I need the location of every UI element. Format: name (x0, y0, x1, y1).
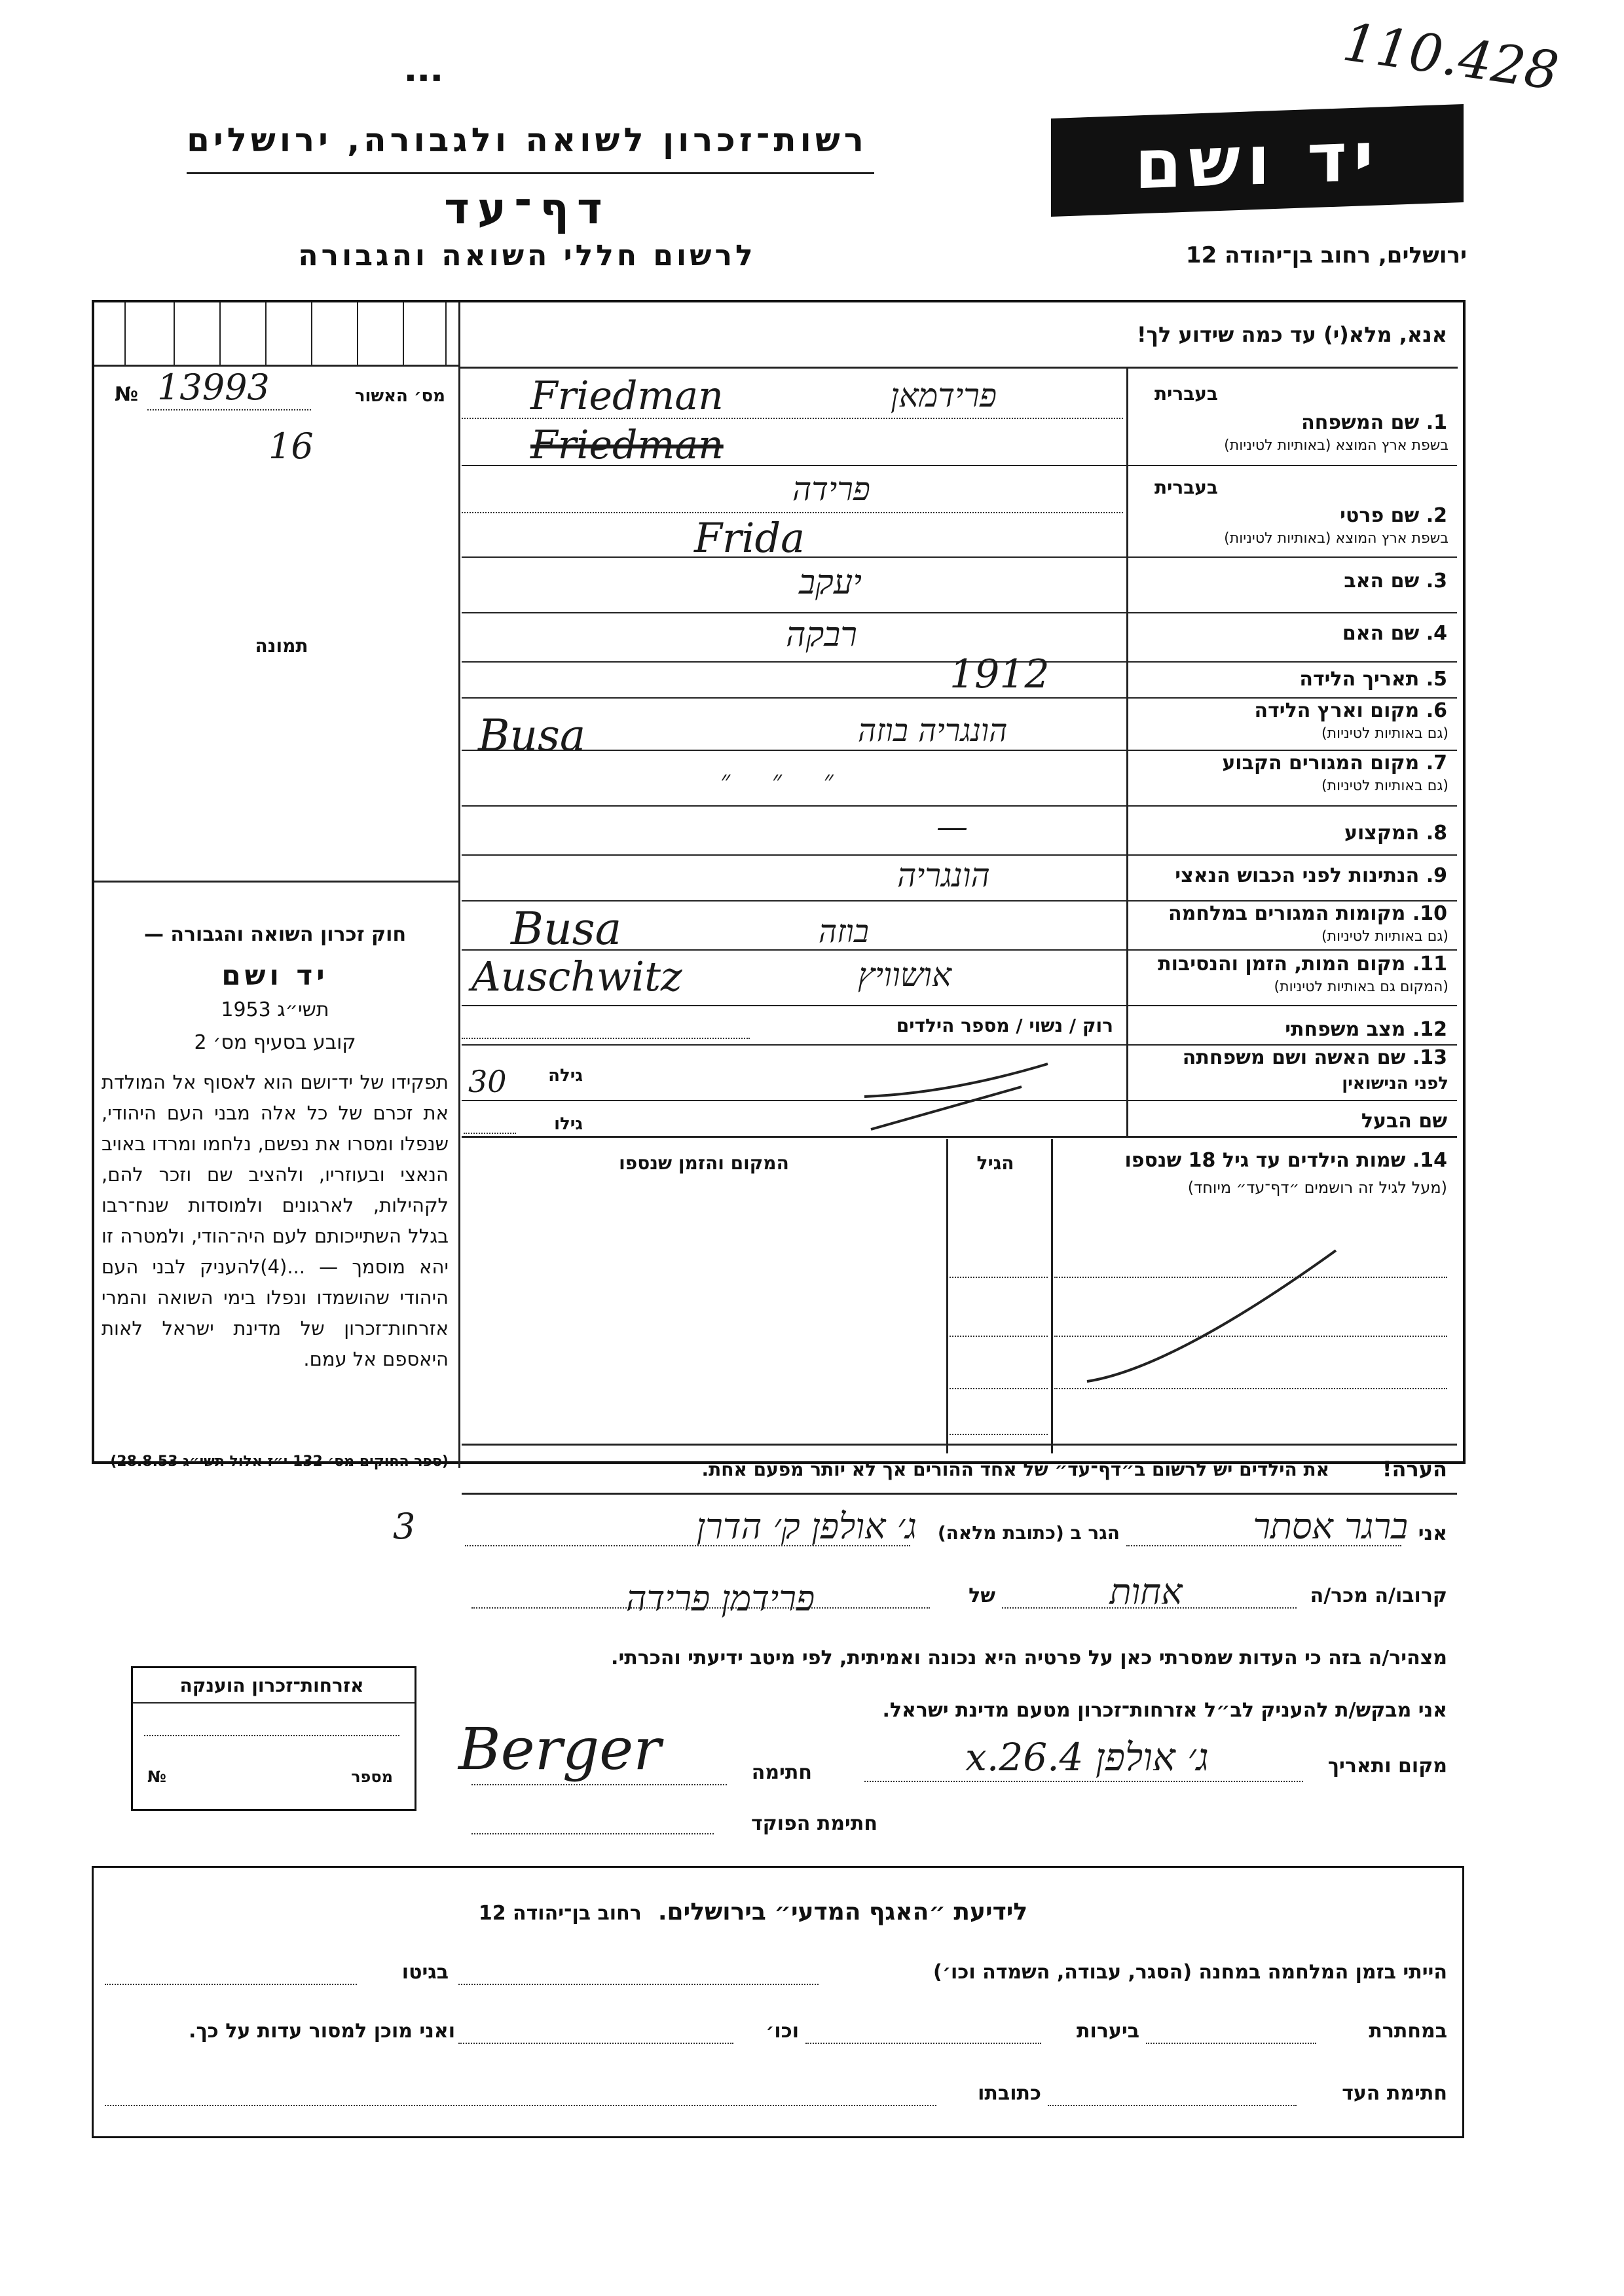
info-line1-dotted-2 (105, 1984, 357, 1985)
label-column-divider (1126, 367, 1128, 1136)
children-row-line-2 (950, 1336, 1048, 1337)
husband-label: שם הבעל (1361, 1110, 1447, 1133)
declarant-label: אני (1418, 1522, 1447, 1545)
signature-label: חתימה (751, 1761, 812, 1784)
field-8-value: — (936, 809, 968, 845)
field-12-options: רוק / נשוי / מספר הילדים (896, 1015, 1113, 1036)
children-label: 14. שמות הילדים עד גיל 18 שנספו (1124, 1149, 1447, 1172)
relation-label: קרובו/ה מכר/ה (1310, 1584, 1447, 1607)
field-3-label: 3. שם האב (1344, 570, 1447, 592)
law-year: תשי״ג 1953 (221, 998, 329, 1021)
in-hebrew-label-1: בעברית (1154, 383, 1218, 405)
address-value: ג׳ אולפן ק׳ הדרן (696, 1506, 917, 1547)
law-citation: (ספר החוקים מס׳ 132 י״ז אלול תשי״ג 28.8.53) (110, 1453, 449, 1470)
row-2-bottom (462, 556, 1457, 558)
field-7-label: 7. מקום המגורים הקבוע (1222, 752, 1447, 774)
row-7-bottom (462, 805, 1457, 807)
field-5-value: 1912 (950, 651, 1050, 697)
row-11-bottom (462, 1005, 1457, 1006)
yad-vashem-logo (1051, 104, 1464, 217)
row-12-bottom (462, 1044, 1457, 1046)
declare-text: מצהיר/ה בזה כי העדות שמסרתי כאן על פרטיה היא נכונה ואמיתית, לפי מיטב ידיעתי והכרתי. (611, 1647, 1447, 1669)
field-6-latin-value: Busa (478, 710, 586, 761)
certificate-no-sign: № (147, 1768, 166, 1786)
field-2-line (462, 512, 1123, 513)
approval-label: מס׳ האשור (354, 386, 445, 406)
tick-strip-bottom (94, 365, 460, 367)
info-line2-forests: ביערות (1077, 2020, 1139, 2043)
info-line3-signature: חתימת העד (1342, 2082, 1447, 2105)
wife-age-label: גילה (548, 1066, 583, 1085)
relation-value: אחות (1109, 1571, 1183, 1613)
law-clause: קובע בסעיף מס׳ 2 (194, 1031, 356, 1054)
place-date-dotted (864, 1781, 1303, 1782)
address-number: 3 (393, 1506, 416, 1547)
signature-value: Berger (458, 1715, 661, 1783)
note-text: את הילדים יש לרשום ב״דף־עד״ של אחד ההורים אך לא יותר מפעם אחת. (701, 1459, 1329, 1480)
field-10-sub: (גם באותיות לטיניות) (1321, 928, 1449, 945)
info-line1-camp: הייתי בזמן המלחמה במחנה (הסגר, עבודה, השמדה וכו׳) (933, 1961, 1447, 1984)
row-8-bottom (462, 854, 1457, 856)
info-line2-testify: ואני מוכן למסור עדות על כך. (189, 2020, 455, 2043)
children-col-age: הגיל (976, 1152, 1014, 1174)
field-1-line (462, 418, 1123, 419)
left-column-divider (458, 302, 460, 1468)
row-5-bottom (462, 697, 1457, 699)
authority-underline (187, 172, 874, 174)
field-7-sub: (גם באותיות לטיניות) (1321, 778, 1449, 794)
header-address: ירושלים, רחוב בן־יהודה 12 (1185, 242, 1467, 268)
approval-number: 13993 (157, 367, 270, 408)
intro-underline (460, 367, 1458, 369)
form-title: דף־עד (444, 183, 610, 234)
field-12-dotted (462, 1038, 750, 1039)
field-5-label: 5. תאריך הלידה (1299, 668, 1447, 691)
field-6-label: 6. מקום וארץ הלידה (1254, 699, 1447, 722)
field-1-label: 1. שם המשפחה (1301, 411, 1447, 434)
approval-dotted (147, 409, 311, 410)
info-line2-dotted-2 (805, 2043, 1041, 2044)
intro-text: אנא, מלא(י) עד כמה שידוע לך! (1136, 322, 1447, 347)
children-row-line-1 (950, 1277, 1048, 1278)
children-col-place: המקום והזמן שנספו (619, 1152, 789, 1174)
field-11-hebrew-value: אושוויץ (858, 956, 951, 994)
of-label: של (969, 1584, 995, 1607)
field-1-latin-value-struck: Friedman (530, 422, 724, 468)
husband-age-dotted (464, 1133, 516, 1134)
archive-number: 110.428 (1339, 11, 1562, 102)
husband-age-label: גילו (554, 1114, 583, 1134)
row-9-bottom (462, 900, 1457, 902)
children-row-line-3 (950, 1388, 1048, 1389)
authority-name: רשות־זכרון לשואה ולגבורה, ירושלים (187, 121, 868, 159)
field-7-value: ״ ״ ״ (720, 765, 834, 795)
tick-strip (98, 302, 458, 365)
field-1-latin-value: Friedman (530, 373, 724, 419)
note-label: הערה! (1382, 1457, 1447, 1482)
form-subtitle: לרשום חללי השואה והגבורה (298, 239, 756, 272)
field-11-label: 11. מקום המות, הזמן והנסיבות (1158, 953, 1447, 975)
request-text: אני מבקש/ת להעניק לב״ל אזרחות־זכרון מטעם מדינת ישראל. (882, 1699, 1447, 1722)
field-11-sub: (המקום גם באותיות לטיניות) (1274, 979, 1449, 995)
approval-sub: 16 (268, 426, 314, 467)
info-line2-underground: במחתרת (1369, 2020, 1447, 2043)
field-10-latin-value: Busa (511, 903, 622, 955)
info-line3-address: כתובתו (978, 2082, 1041, 2105)
field-2-hebrew-value: פרידה (792, 470, 870, 508)
children-sub: (מעל לגיל זה רושמים ״דף־עד״ מיוחד) (1187, 1178, 1447, 1197)
place-date-label: מקום ותאריך (1327, 1755, 1447, 1777)
row-1-bottom (462, 465, 1457, 466)
field-1-hebrew-value: פרידמאן (891, 376, 997, 414)
children-strike (1080, 1237, 1356, 1394)
field-6-hebrew-value: הונגריה בוזה (858, 712, 1008, 749)
children-row-line-4 (950, 1434, 1048, 1435)
certificate-title-line (133, 1702, 415, 1704)
approval-no-sign: № (115, 383, 139, 406)
info-line3-dotted-1 (1048, 2105, 1297, 2106)
info-line3-dotted-2 (105, 2105, 936, 2106)
field-12-label: 12. מצב משפחתי (1285, 1018, 1447, 1041)
field-9-label: 9. הנתינות לפני הכבוש הנאצי (1175, 864, 1447, 887)
signature-dotted (471, 1784, 727, 1785)
certificate-number-label: מספר (351, 1768, 393, 1786)
field-4-value: רבקה (786, 615, 857, 655)
field-2-sub: בשפת ארץ המוצא (באותיות לטיניות) (1224, 530, 1449, 547)
row-3-bottom (462, 612, 1457, 613)
field-10-label: 10. מקומות המגורים במלחמה (1168, 902, 1447, 925)
in-hebrew-label-2: בעברית (1154, 477, 1218, 498)
note-bottom (462, 1493, 1457, 1495)
note-top (462, 1444, 1457, 1446)
field-4-label: 4. שם האם (1342, 622, 1447, 645)
photo-area-bottom (94, 881, 460, 883)
field-2-latin-value: Frida (694, 514, 805, 562)
of-value: פרידמן פרידה (625, 1578, 815, 1619)
info-line2-dotted-3 (458, 2043, 733, 2044)
children-col-divider-1 (1051, 1139, 1053, 1453)
field-6-sub: (גם באותיות לטיניות) (1321, 725, 1449, 742)
place-date-value: ג׳ אולפן 26.4.x (965, 1735, 1209, 1779)
header-specks: ▪ ▪ ▪ (406, 69, 441, 84)
row-10-bottom (462, 949, 1457, 951)
logo-lettering: יד ושם (1134, 116, 1380, 205)
photo-label: תמונה (255, 635, 308, 657)
info-title: לידיעת ״האגף המדעי״ בירושלים. רחוב בן־יהודה 12 (478, 1899, 1028, 1925)
law-logo: יד ושם (221, 959, 329, 991)
field-1-sub: בשפת ארץ המוצא (באותיות לטיניות) (1224, 437, 1449, 454)
field-11-latin-value: Auschwitz (471, 953, 682, 1000)
field-10-hebrew-value: בוזה (819, 913, 869, 950)
law-title: חוק זכרון השואה והגבורה — (143, 923, 407, 946)
field-9-value: הונגריה (897, 856, 990, 894)
resident-label: הגר ב (כתובת מלאה) (937, 1522, 1120, 1544)
field-13-sub: לפני הנישואין (1342, 1074, 1449, 1093)
officer-dotted (471, 1833, 714, 1834)
field-2-label: 2. שם פרטי (1340, 504, 1447, 527)
field-3-value: יעקב (799, 563, 862, 602)
info-line2-dotted-1 (1146, 2043, 1316, 2044)
law-body: תפקידו של יד־ושם הוא לאסוף אל המולדת את זכרם של כל אלה מבני העם היהודי, שנפלו ומסרו את נפשם, נלחמו ומרדו באויב הנאצי ובעוזריו, ולהציב שם וזכר להם, לקהילות, לארגונים ולמוסדות שנח־רבו בגלל השתייכותם לעם היה־הודי, ולמטרה זו יהא מוסמך — ...(4)להעניק לבני העם היהודי שהושמדו ונפלו בימי השואה והמרי אזרחות־זכרון של מדינת ישראל לאות היאספם אל עמם. (101, 1071, 449, 1370)
children-col-divider-2 (946, 1139, 948, 1453)
empty-field-strike-13 (851, 1051, 1061, 1136)
field-8-label: 8. המקצוע (1344, 822, 1447, 845)
wife-age-value: 30 (468, 1064, 507, 1099)
row-6-bottom (462, 750, 1457, 751)
info-line1-dotted-1 (458, 1984, 819, 1985)
fields-section-bottom (462, 1136, 1457, 1138)
certificate-line-1 (144, 1735, 399, 1736)
field-13-label: 13. שם האשה ושם משפחתה (1182, 1046, 1447, 1069)
officer-label: חתימת הפוקד (751, 1812, 877, 1835)
declarant-value: ברגר אסתר (1253, 1506, 1408, 1547)
certificate-title: אזרחות־זכרון הוענקה (179, 1675, 364, 1696)
info-line1-ghetto: בגיטו (401, 1961, 449, 1984)
info-line2-etc: וכו׳ (766, 2020, 799, 2043)
